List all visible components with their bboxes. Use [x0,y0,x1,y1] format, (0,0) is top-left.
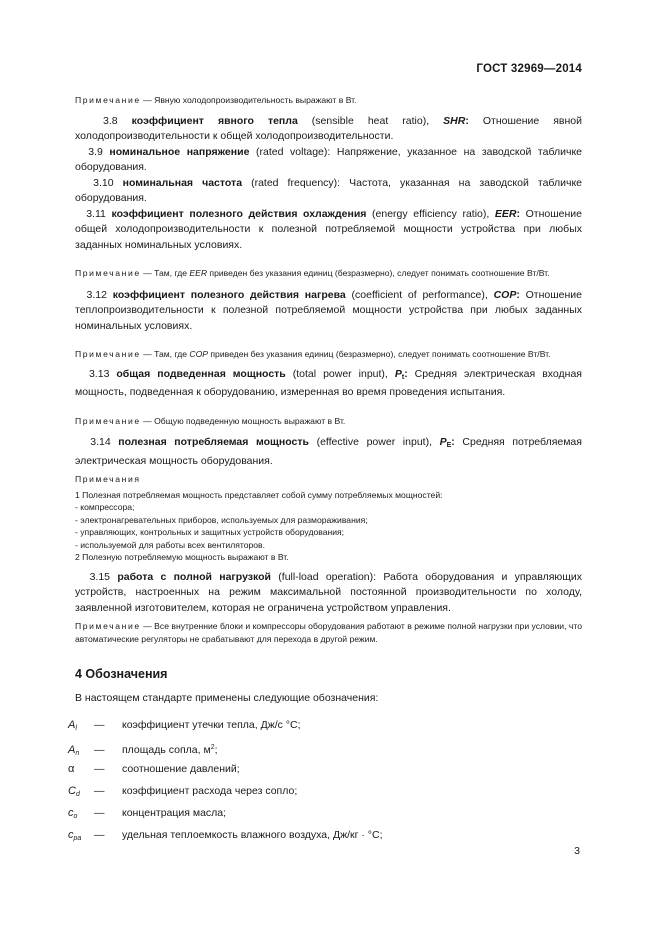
symbol-row: $c_{pa}$ — удельная теплоемкость влажного воздуха, Дж/кг · °С; [68,829,383,842]
list-item: - управляющих, контрольных и защитных устройств оборудования; [75,527,345,537]
symbols-list [68,718,582,850]
term-3-9: 3.9 номинальное напряжение (rated voltage): Напряжение, указанное на заводской табличке оборудования. [75,145,583,173]
note-eer: Примечание — Там, где EER приведен без указания единиц (безразмерно), следует понимать соотношение Вт/Вт. [75,268,550,278]
standard-header: ГОСТ 32969—2014 [476,63,582,75]
section-title: 4 Обозначения [75,667,168,681]
term-3-8: 3.8 коэффициент явного тепла (sensible heat ratio), SHR: Отношение явной холодопроизводительности к общей холодопроизводительности. [75,114,583,142]
notes-effective-power: Примечания 1 Полезная потребляемая мощность представляет собой сумму потребляемых мощностей: - компрессора; - электронагревательных приборов, используемых для размораживания; - управляющих, контрольных и защитных устройств оборудования; - используемой для работы всех вентиляторов. 2 Полезную потребляемую мощность выражают в Вт. [75,473,582,564]
term-3-15: 3.15 работа с полной нагрузкой (full-load operation): Работа оборудования и управляющих устройств, настроенных на режим максимальной постоянной производительности по холоду, заявленной изготовителем, которая не ограничена устройством управления. [75,570,583,614]
symbol-row: $c_o$ — концентрация масла; [68,807,227,820]
symbol-row: $A_n$ — площадь сопла, $м^2$; [68,744,218,757]
symbol-row: $A_l$ — коэффициент утечки тепла, Дж/с °С; [68,719,301,732]
note-full-load: Примечание — Все внутренние блоки и компрессоры оборудования работают в режиме полной нагрузки при условии, что автоматические регуляторы не срабатывают для перехода в другой режим. [75,621,582,644]
list-item: 1 Полезная потребляемая мощность представляет собой сумму потребляемых мощностей: [75,489,443,500]
note-total-power: Примечание — Общую подведенную мощность выражают в Вт. [75,415,346,426]
section-intro: В настоящем стандарте применены следующие обозначения: [75,691,379,704]
term-3-10: 3.10 номинальная частота (rated frequency): Частота, указанная на заводской табличке оборудования. [75,176,582,204]
list-item: 2 Полезную потребляемую мощность выражают в Вт. [75,552,289,562]
symbol-row: α — соотношение давлений; [68,763,240,775]
note-sensible-capacity: Примечание — Явную холодопроизводительность выражают в Вт. [75,95,357,105]
document-body [68,94,583,850]
symbol-row: $C_d$ — коэффициент расхода через сопло; [68,785,298,798]
list-item: - электронагревательных приборов, используемых для размораживания; [75,514,368,525]
list-item: - используемой для работы всех вентиляторов. [75,539,265,550]
term-3-13: 3.13 общая подведенная мощность (total power input), $P_t$: Средняя электрическая входная мощность, подведенная к оборудованию, измеренная во время проведения испытания. [75,367,582,398]
term-3-14: 3.14 полезная потребляемая мощность (effective power input), $P_E$: Средняя потребляемая электрическая мощность оборудования. [75,436,582,467]
term-3-12: 3.12 коэффициент полезного действия нагрева (coefficient of performance), COP: Отношение теплопроизводительности к полезной потребляемой мощности устройства при любых заданных номинальных условиях. [75,288,582,332]
page-number: 3 [574,845,580,857]
list-item: - компрессора; [75,502,135,512]
note-cop: Примечание — Там, где COP приведен без указания единиц (безразмерно), следует понимать соотношение Вт/Вт. [75,349,551,359]
term-3-11: 3.11 коэффициент полезного действия охлаждения (energy efficiency ratio), EER: Отношение общей холодопроизводительности к полезной потребляемой мощности устройства при любых заданных номинальных условиях. [75,207,582,251]
